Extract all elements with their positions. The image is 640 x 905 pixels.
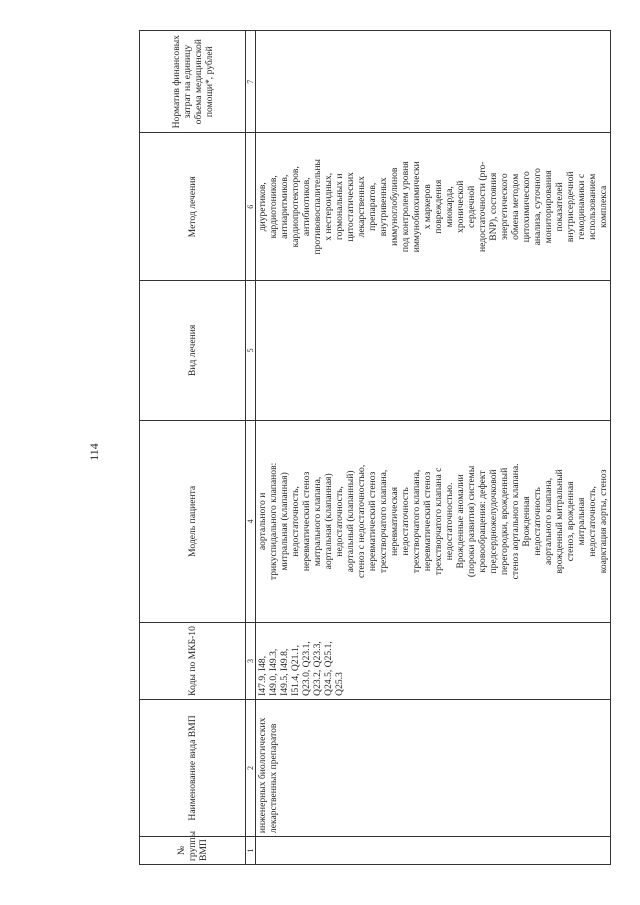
table-region <box>139 30 609 865</box>
text-line: сердечной <box>466 185 477 228</box>
text-line: гемодинамики с <box>576 173 587 240</box>
text-line: цитохимического <box>521 171 532 243</box>
text-line: комплекса <box>598 185 609 228</box>
text-line: I51.4, Q21.1, <box>290 644 301 696</box>
header-vmp-name: Наименование вида ВМП <box>140 699 246 836</box>
text-line: иммунобиохимически <box>411 161 422 253</box>
patient-model-cell <box>256 420 611 622</box>
text-line: недостаточность <box>400 487 411 556</box>
text-line: недостаточность, <box>334 486 345 557</box>
financial-norm-cell <box>256 31 611 133</box>
treatment-type-cell <box>256 281 611 421</box>
text-line: стеноз, врожденная <box>565 481 576 562</box>
text-line: недостаточностью. <box>444 482 455 561</box>
column-number: 4 <box>246 420 256 622</box>
text-line: противовоспалительны <box>312 158 323 255</box>
text-line: (пороки развития) системы <box>466 465 477 578</box>
page-number: 114 <box>87 443 101 461</box>
text-line: коарктация аорты, стеноз <box>598 469 609 574</box>
text-line: обмена методом <box>510 173 521 240</box>
text-line: митральная <box>576 497 587 546</box>
header-patient-model: Модель пациента <box>140 420 246 622</box>
text-line: трехстворчатого клапана с <box>433 467 444 576</box>
header-row <box>140 31 246 865</box>
text-line: мониторирования <box>543 170 554 244</box>
table-row <box>256 31 611 865</box>
text-line: митральная (клапанная) <box>279 472 290 571</box>
group-number-cell <box>256 837 611 865</box>
column-number-row <box>246 31 256 865</box>
text-line: лекарственных <box>356 176 367 238</box>
treatment-method-cell <box>256 133 611 281</box>
text-line: антибиотиков, <box>301 177 312 237</box>
text-line: I49.5, I49.8, <box>279 648 290 696</box>
column-number: 7 <box>246 31 256 133</box>
text-line: неревматическая <box>389 486 400 556</box>
text-line: кардиопротекторов, <box>290 166 301 248</box>
text-line: трехстворчатого клапана, <box>378 469 389 574</box>
text-line: под контролем уровня <box>400 161 411 253</box>
text-line: показателей <box>554 182 565 232</box>
treatment-method-text <box>257 136 609 277</box>
text-line: аортального клапана, <box>543 477 554 565</box>
text-line: трикуспидального клапанов: <box>268 462 279 581</box>
text-line: недостаточность <box>532 487 543 556</box>
text-line: предсердножелудочковой <box>488 469 499 574</box>
vmp-name-cell <box>256 699 611 836</box>
text-line: неревматический стеноз <box>422 471 433 572</box>
header-treatment-method: Метод лечения <box>140 133 246 281</box>
text-line: кардиотоников, <box>268 175 279 239</box>
text-line: х маркеров <box>422 184 433 230</box>
text-line: кровообращения: дефект <box>477 470 488 573</box>
text-line: антиаритмиков, <box>279 174 290 239</box>
header-financial-norm: Норматив финансовых затрат на единицу объема медицинской помощи*, рублей <box>140 31 246 133</box>
text-line: аортальный (клапанный) <box>345 470 356 573</box>
text-line: аортального и <box>257 492 268 551</box>
text-line: трехстворчатого клапана, <box>411 469 422 574</box>
header-icd-codes: Коды по МКБ-10 <box>140 623 246 700</box>
column-number: 5 <box>246 281 256 421</box>
patient-model-text <box>257 424 609 619</box>
column-number: 6 <box>246 133 256 281</box>
text-line: митрального клапана, <box>312 476 323 567</box>
text-line: перегородки, врожденный <box>499 467 510 575</box>
text-line: недостаточность, <box>587 486 598 557</box>
text-line: использованием <box>587 173 598 240</box>
text-line: энергетического <box>499 173 510 241</box>
text-line: неревматический стеноз <box>301 471 312 572</box>
text-line: повреждения <box>433 179 444 234</box>
text-line: лекарственных препаратов <box>268 723 279 834</box>
text-line: х нестероидных, <box>323 172 334 241</box>
header-treatment-type: Вид лечения <box>140 281 246 421</box>
text-line: анализа, суточного <box>532 168 543 246</box>
column-number: 3 <box>246 623 256 700</box>
text-line: Q24.5, Q25.1, <box>323 641 334 696</box>
vmp-name-text <box>257 703 279 833</box>
text-line: диуретиков, <box>257 182 268 232</box>
text-line: Врожденные аномалии <box>455 474 466 569</box>
text-line: I47.9, I48, <box>257 655 268 696</box>
text-line: препаратов, <box>367 182 378 231</box>
text-line: стеноз с недостаточностью, <box>356 464 367 579</box>
text-line: врожденный митральный <box>554 469 565 574</box>
text-line: внутрисердечной <box>565 171 576 243</box>
text-line: цитостатических <box>345 172 356 242</box>
text-line: недостаточности (pro- <box>477 161 488 253</box>
text-line: Q25.3 <box>334 672 345 696</box>
text-line: I49.0, I49.3, <box>268 648 279 696</box>
icd-codes-cell <box>256 623 611 700</box>
text-line: BNP), состояния <box>488 172 499 241</box>
vmp-table <box>139 30 611 865</box>
column-number: 2 <box>246 699 256 836</box>
text-line: Врожденная <box>521 496 532 547</box>
text-line: неревматический стеноз <box>367 471 378 572</box>
text-line: хронической <box>455 180 466 233</box>
column-number: 1 <box>246 837 256 865</box>
header-group-number: № группы ВМП <box>140 837 246 865</box>
text-line: аортальная (клапанная) <box>323 473 334 570</box>
text-line: стеноз аортального клапана. <box>510 463 521 580</box>
text-line: гормональных и <box>334 173 345 241</box>
text-line: миокарда, <box>444 186 455 228</box>
text-line: иммуноглобулинов <box>389 167 400 246</box>
text-line: недостаточность, <box>290 486 301 557</box>
text-line: Q23.0, Q23.1, <box>301 641 312 696</box>
text-line: внутривенных <box>378 177 389 237</box>
text-line: инженерных биологических <box>257 717 268 834</box>
text-line: Q23.2, Q23.3, <box>312 641 323 696</box>
icd-codes-text <box>257 626 345 696</box>
